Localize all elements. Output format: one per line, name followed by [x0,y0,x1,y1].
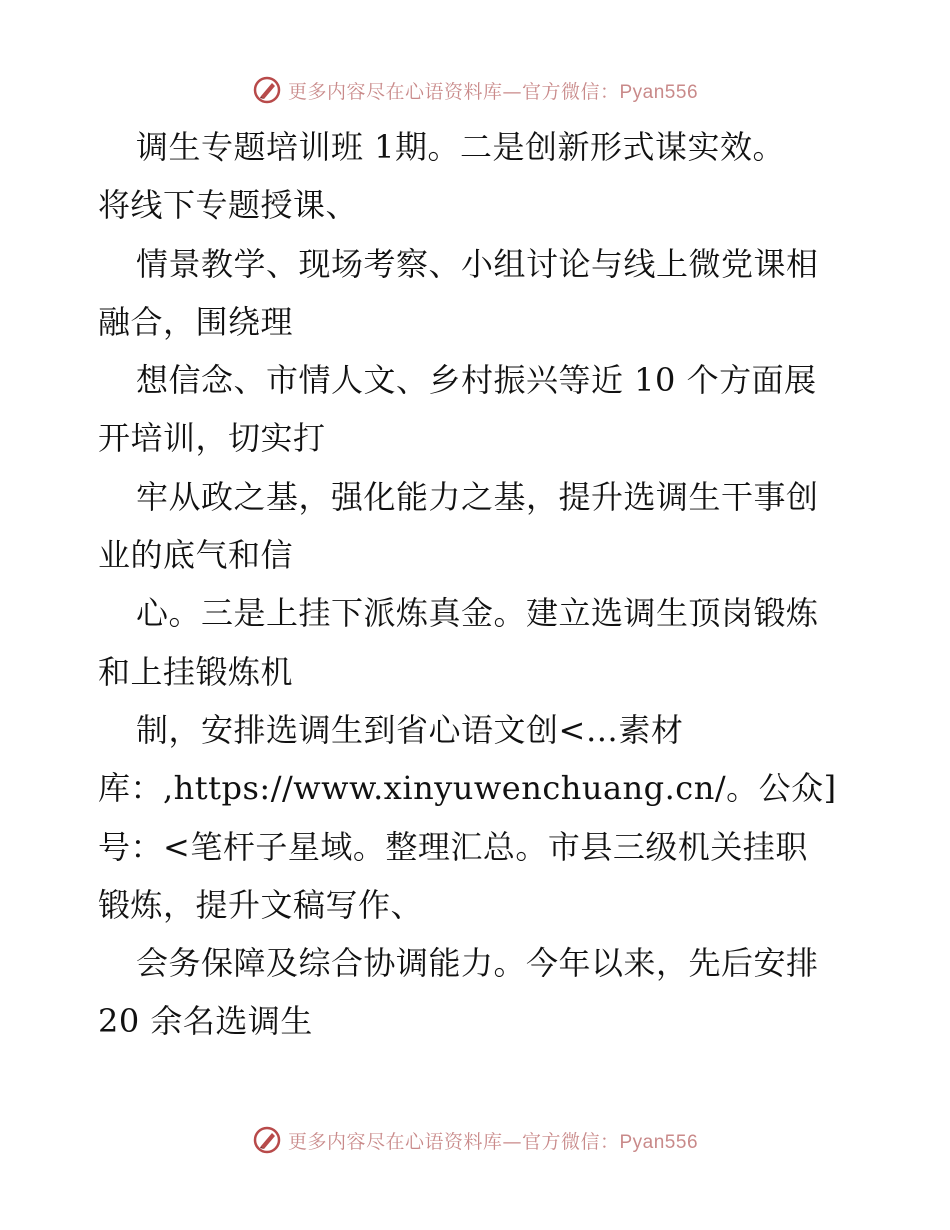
text-line: 融合，围绕理 [98,302,294,341]
page-footer [0,1120,950,1160]
document-body [98,118,858,1051]
header-banner-text [288,77,698,104]
text-line: 锻炼，提升文稿写作、 [98,885,424,924]
text-line: 和上挂锻炼机 [98,652,294,691]
text-line: 20 余名选调生 [98,1002,313,1041]
text-line: 将线下专题授课、 [98,186,359,225]
text-line: 开培训，切实打 [98,419,326,458]
text-line: 业的底气和信 [98,536,294,575]
pen-logo-icon [252,75,282,105]
text-line: 号：<笔杆子星域。整理汇总。市县三级机关挂职 [98,827,808,866]
pen-logo-icon [252,1125,282,1155]
text-line: 调生专题培训班 1期。二是创新形式谋实效。 [136,128,786,166]
banner-label: 更多内容尽在心语资料库—官方微信： [287,1130,620,1153]
text-line: 情景教学、现场考察、小组讨论与线上微党课相 [136,244,819,283]
text-line: 心。三是上挂下派炼真金。建立选调生顶岗锻炼 [136,594,819,633]
text-line: 想信念、市情人文、乡村振兴等近 10 个方面展 [136,361,817,400]
wechat-id: Pyan556 [619,1131,699,1153]
footer-banner-text [288,1127,698,1154]
banner-label: 更多内容尽在心语资料库—官方微信： [287,80,620,103]
text-line: 会务保障及综合协调能力。今年以来，先后安排 [136,944,819,983]
wechat-id: Pyan556 [619,81,699,103]
page-header [0,70,950,110]
text-line: 制，安排选调生到省心语文创<…素材 [136,710,684,749]
text-line: 库：,https://www.xinyuwenchuang.cn/。公众] [98,769,837,808]
text-line: 牢从政之基，强化能力之基，提升选调生干事创 [136,477,819,516]
